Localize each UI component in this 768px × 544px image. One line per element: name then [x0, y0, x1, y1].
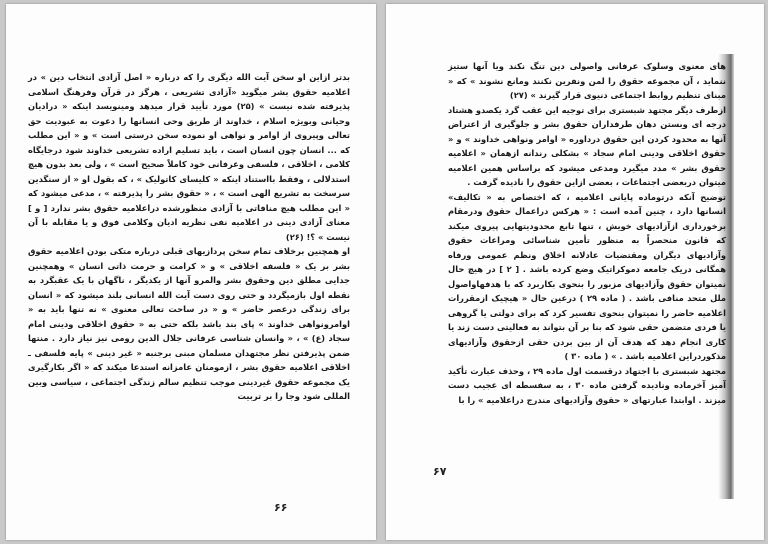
- left-page: [6, 4, 376, 540]
- right-paragraph-3: توضیح آنکه درتوماده پایانی اعلامیه ، که اختصاص به « تکالیف» انسانها دارد ، چنین آمده است : « هرکس دراعمال حقوق ودرمقام برخورداری ازآزادیهای خویش ، تنها تابع محدودیتهایی پیروی میکند که قانون منحصراً به منظور تأمین شناسائی ومراعات حقوق وآزادیهای دیگران ومقتضیات عادلانه اخلاق ونظم عمومی ورفاه همگانی دریک جامعه دموکراتیک وضع کرده باشد . [ ۲ ] در هیچ حال نمیتوان حقوق وآزادیهای مزبور را بنحوی بکاربرد که با هدفهاواصول ملل متحد منافی باشد . ( ماده ۲۹ ) درعین حال « هیچیک ازمقررات اعلامیه حاضر را نمیتوان بنحوی تفسیر کرد که برای دولتی یا گروهی یا فردی متضمن حقی شود که بنا بر آن بتواند به فعالیتی دست زند یا کاری انجام دهد که هدف آن از بین بردن حقی ازحقوق وآزادیهای مذکوردراین اعلامیه باشد . » ( ماده ۳۰ ): [448, 191, 726, 361]
- right-page: [386, 4, 764, 540]
- right-page-body: [448, 59, 726, 407]
- right-page-number: ۶۷: [433, 465, 447, 478]
- left-page-body: [28, 70, 350, 404]
- right-paragraph-1: های معنوی وسلوک عرفانی واصولی دین تنگ نکند ویا آنها ستیز ننماید ، آن مجموعه حقوق را لمن ونفرین نکنند ومانع نشوند » که « مبنای تنظیم روابط اجتماعی دنیوی قرار گیرند » (۲۷): [448, 61, 726, 100]
- right-paragraph-4: مجتهد شبستری با اجتهاد درقسمت اول ماده ۲۹ ، وحذف عبارت تأکید آمیز آخرماده ونادیده گرفتن ماده ۳۰ ، به سفسطه ای عجیب دست میزند . اوابتدا عبارتهای « حقوق وآزادیهای مندرج دراعلامیه » را با: [448, 365, 726, 405]
- left-page-number: ۶۶: [274, 501, 288, 514]
- left-paragraph-2: او همچنین برخلاف تمام سخن پردازیهای قبلی درباره متکی بودن اعلامیه حقوق بشر بر یک « فلسفه اخلاقی » و « کرامت و حرمت ذاتی انسان » وهمچنین جدایی مطلق دین وحقوق بشر والمرو آنها از یکدیگر ، ناگهان با یک عقبگرد به نقطه اول بازمیگردد و حتی روی دست آیت الله انسانی بلند میشود که « انسان برای زندگی درعصر حاضر » و « در ساحت تعالی معنوی » نه تنها باید به « اوامرونواهی خداوند » پای بند باشد بلکه حتی به « حقوق اخلاقی ودینی امام سجاد (ع) » ، « وانسان شناسی عرفانی جلال الدین رومی نیز نیاز دارد . منتها ضمن پذیرفتن نظر مجتهدان مسلمان مبنی برجنبه « غیر دینی » پایه فلسفی ـ اخلاقی اعلامیه حقوق بشر ، ازمومنان عامزانه استدعا میکند که « اگر بکارگیری یک مجموعه حقوق غیردینی موجب تنظیم سالم زندگی اجتماعی ، سیاسی وبین المللی شود وجا را بر تربیت: [28, 246, 350, 401]
- left-paragraph-1: بدتر ازاین او سخن آیت الله دیگری را که درباره « اصل آزادی انتخاب دین » در اعلامیه حقوق بشر میگوید «آزادی تشریعی ، هرگز در قرآن وفرهنگ اسلامی پذیرفته شده نیست » (۲۵) مورد تأیید قرار میدهد ومینویسد اینکه « درادیان وحیانی وبویژه اسلام ، خداوند از طریق وحی انسانها را دعوت به عبودیت حق تعالی وپیروی از اوامر و نواهی او نموده سخن درستی است » و « این مطلب که ... انسان چون انسان است ، باید تسلیم اراده تشریعی خداوند شود درجایگاه کلامی ، اخلاقی ، فلسفی وعرفانی خود کاملاً صحیح است » ، ولی بعد بدون هیچ استدلالی ، وفقط بااستناد اینکه « کلیسای کاتولیک » ، که بقول او « از سنگدین سرسخت به تشریع الهی است » ، « حقوق بشر را پذیرفته » ، مدعی میشود که « این مطلب هیچ منافاتی با آزادی منظورشده دراعلامیه حقوق بشر ندارد [ و ] معنای آزادی دینی در اعلامیه نفی نظریه ادیان وکلامی فوق و یا مقابله با آن نیست » ؟! (۲۶): [28, 72, 350, 242]
- right-paragraph-2: ازطرف دیگر مجتهد شبستری برای توجیه این عقب گرد یکصدو هشتاد درجه ای وبستن دهان طرفداران حقوق بشر و جلوگیری از اعتراض آنها به محدود کردن این حقوق درداوره « اوامر ونواهی خداوند » و « حقوق اخلاقی ودینی امام سجاد » بشکلی رندانه ازهمان « اعلامیه حقوق بشر » مدد میگیرد ومدعی میشود که براساس همین اعلامیه میتوان دربعضی اجتماعات ، بعضی ازاین حقوق را نادیده گرفت .: [448, 104, 726, 187]
